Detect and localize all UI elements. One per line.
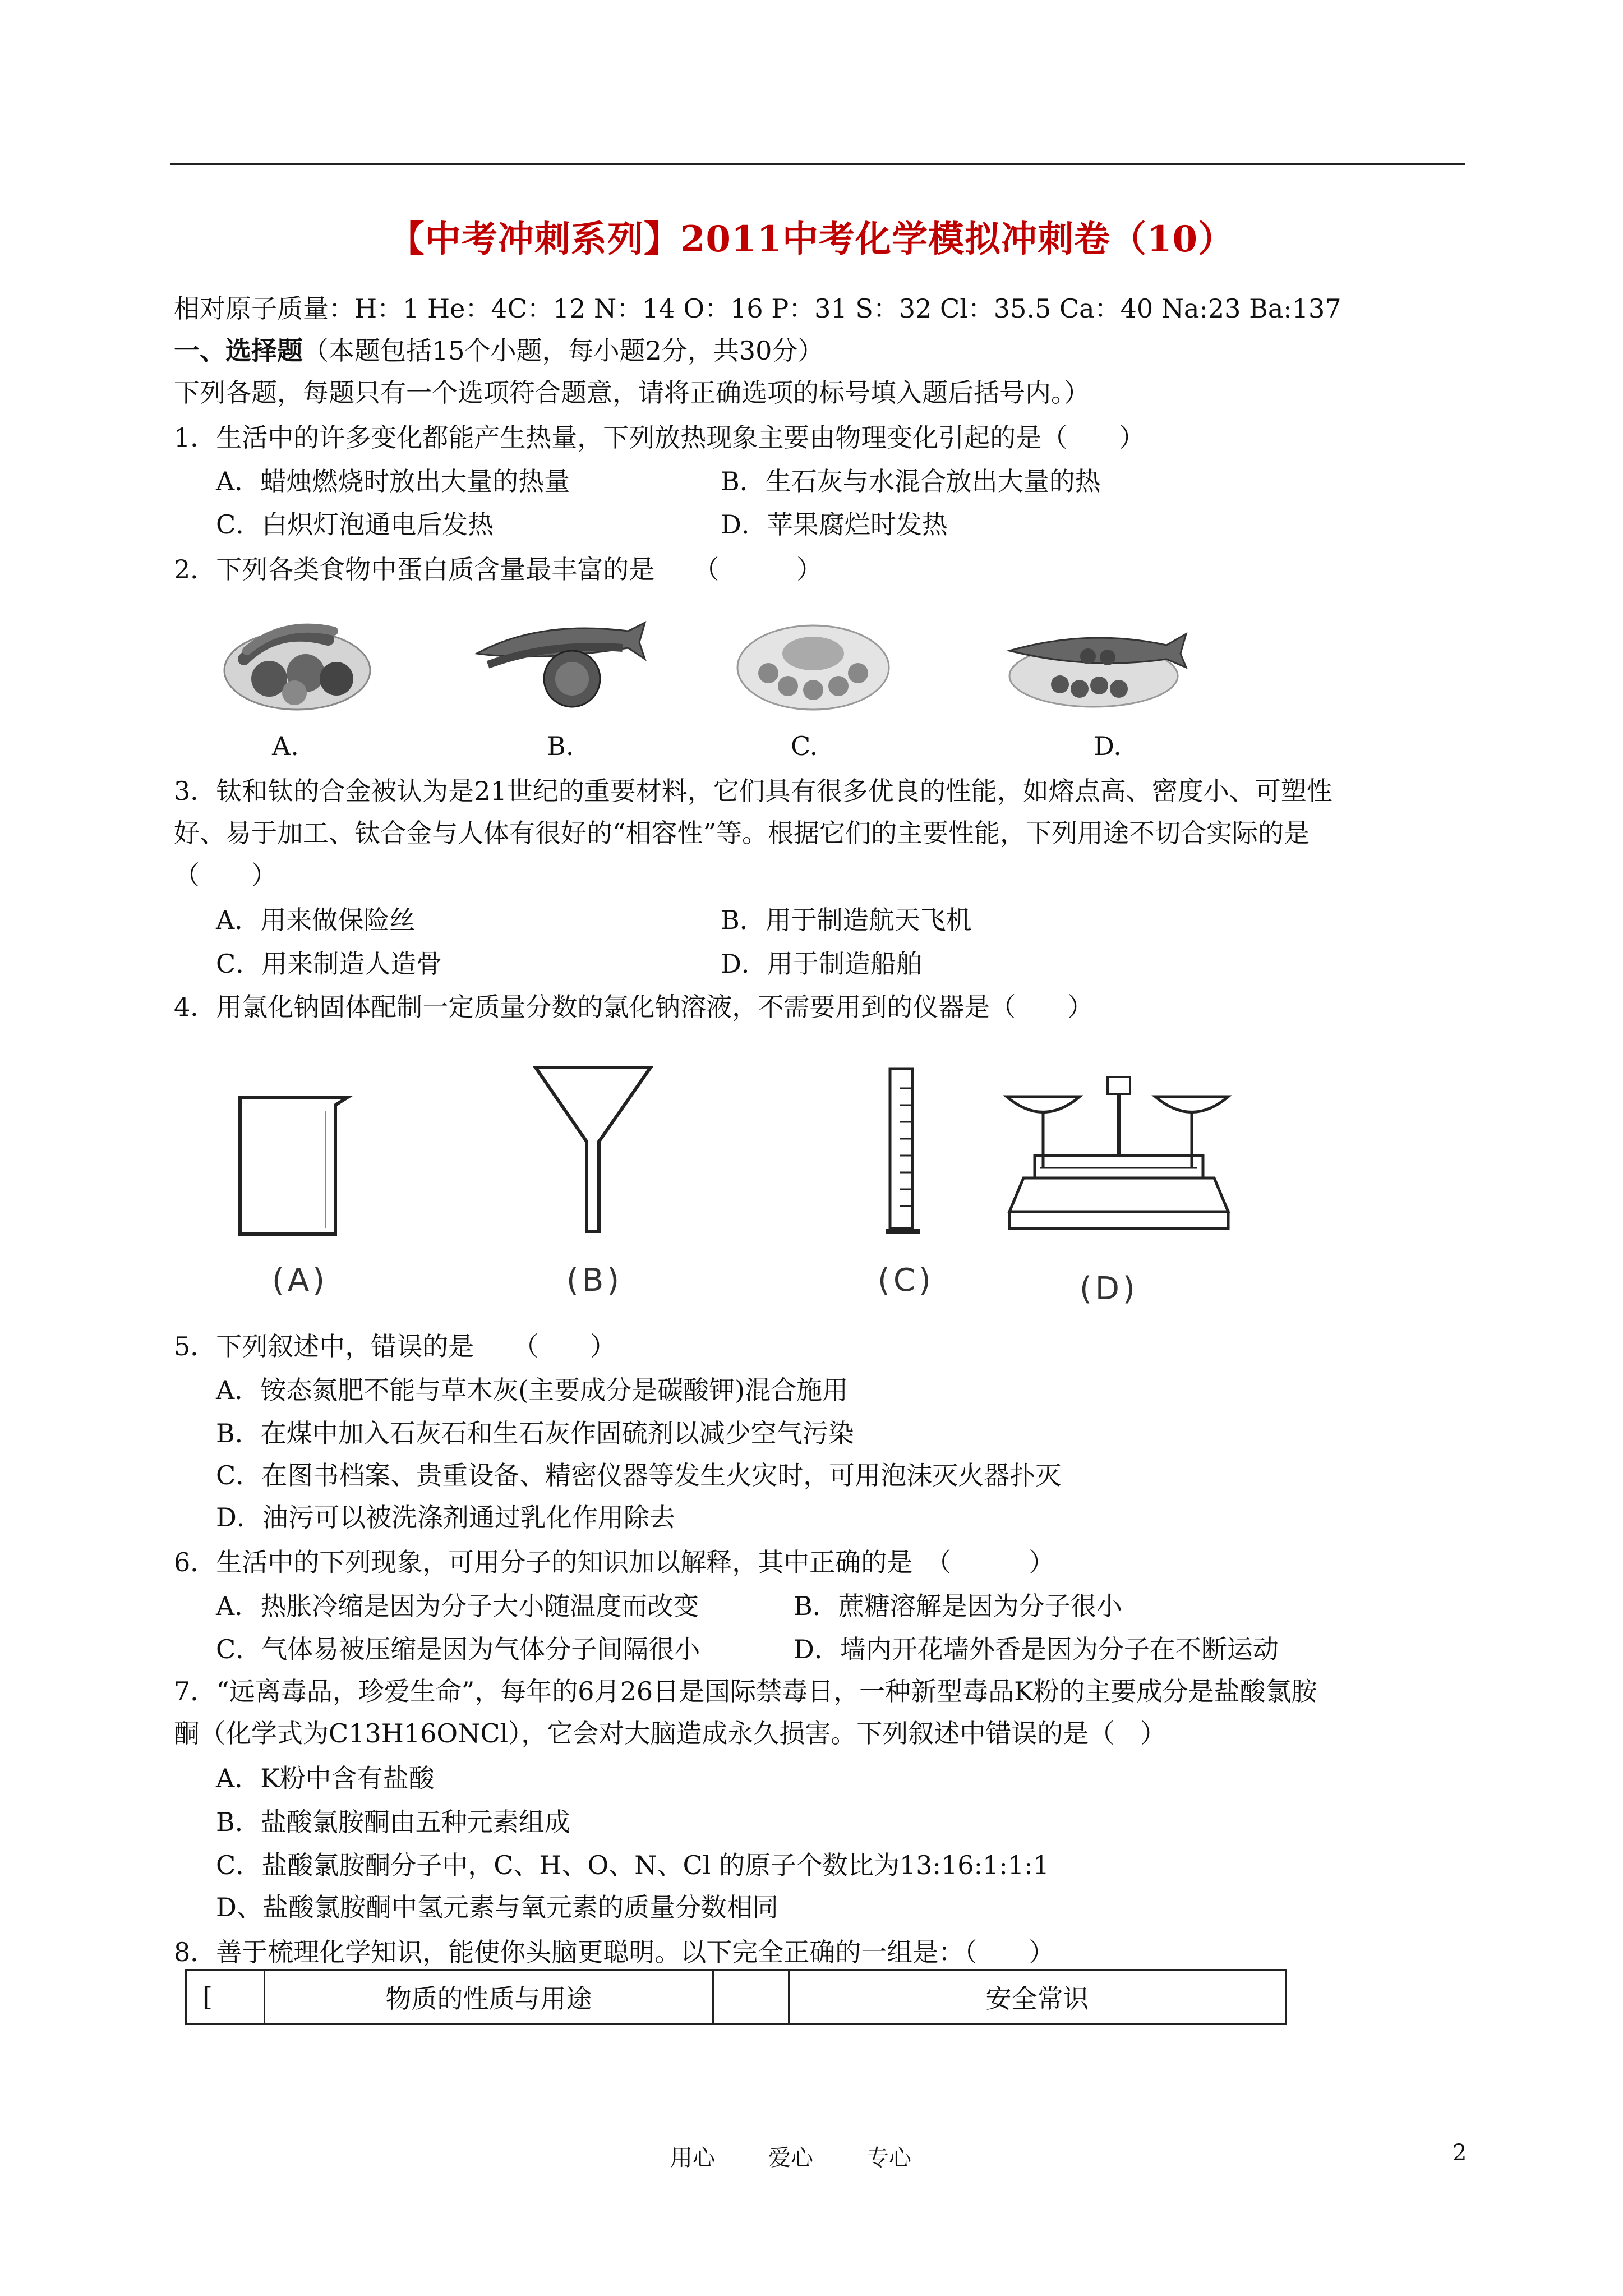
q1-option-d: D．苹果腐烂时发热 xyxy=(721,509,948,540)
q7-stem-line1: 7．“远离毒品，珍爱生命”，每年的6月26日是国际禁毒日，一种新型毒品K粉的主要成分是盐酸氯胺 xyxy=(174,1676,1317,1706)
instruction: 下列各题，每题只有一个选项符合题意，请将正确选项的标号填入题后括号内。） xyxy=(174,378,1090,408)
q2-label-b: B. xyxy=(547,731,574,761)
q5-option-d: D．油污可以被洗涤剂通过乳化作用除去 xyxy=(216,1502,675,1533)
q2-label-c: C. xyxy=(791,731,818,761)
q7-option-a: A．K粉中含有盐酸 xyxy=(216,1763,435,1793)
q1-option-c: C．白炽灯泡通电后发热 xyxy=(216,509,494,540)
table-cell xyxy=(713,1970,789,2024)
graduated-cylinder-image xyxy=(883,1066,928,1240)
q7-option-d: D、盐酸氯胺酮中氢元素与氧元素的质量分数相同 xyxy=(216,1892,778,1922)
q4-label-c: (C) xyxy=(878,1262,934,1299)
table-cell: 物质的性质与用途 xyxy=(265,1970,713,2024)
q6-option-c: C．气体易被压缩是因为气体分子间隔很小 xyxy=(216,1634,700,1664)
q8-table xyxy=(185,1969,1287,2025)
q3-option-b: B．用于制造航天飞机 xyxy=(721,905,972,935)
q8-stem: 8．善于梳理化学知识，能使你头脑更聪明。以下完全正确的一组是：（ ） xyxy=(174,1937,1055,1967)
q5-stem: 5．下列叙述中，错误的是 （ ） xyxy=(174,1331,616,1361)
q3-option-d: D．用于制造船舶 xyxy=(721,949,922,979)
q2-stem: 2．下列各类食物中蛋白质含量最丰富的是 （ ） xyxy=(174,554,823,585)
fruit-plate-image xyxy=(222,609,373,715)
q3-stem-line3: （ ） xyxy=(174,860,277,890)
q1-option-a: A．蜡烛燃烧时放出大量的热量 xyxy=(216,466,570,496)
balance-scale-image xyxy=(1001,1071,1237,1240)
fish-sausage-image xyxy=(471,609,651,710)
q5-option-b: B．在煤中加入石灰石和生石灰作固硫剂以减少空气污染 xyxy=(216,1418,854,1448)
header-rule xyxy=(170,163,1465,165)
table-row xyxy=(186,1970,1286,2024)
q4-label-b: (B) xyxy=(566,1262,623,1299)
footer-motto-2: 爱心 xyxy=(768,2145,813,2171)
section-title: 一、选择题 xyxy=(174,335,303,366)
q7-option-b: B．盐酸氯胺酮由五种元素组成 xyxy=(216,1807,570,1837)
funnel-image xyxy=(533,1063,656,1237)
q4-label-d: (D) xyxy=(1080,1271,1138,1307)
q7-option-c: C．盐酸氯胺酮分子中，C、H、O、N、Cl 的原子个数比为13:16:1:1:1 xyxy=(216,1850,1049,1880)
q2-label-d: D. xyxy=(1094,731,1122,761)
q6-option-b: B．蔗糖溶解是因为分子很小 xyxy=(794,1591,1122,1621)
table-cell: 安全常识 xyxy=(789,1970,1286,2024)
section-note: （本题包括15个小题，每小题2分，共30分） xyxy=(303,335,824,366)
q1-stem: 1．生活中的许多变化都能产生热量，下列放热现象主要由物理变化引起的是（ ） xyxy=(174,422,1145,453)
q3-stem-line1: 3．钛和钛的合金被认为是21世纪的重要材料，它们具有很多优良的性能，如熔点高、密度小、可塑性 xyxy=(174,776,1332,806)
page-title: 【中考冲刺系列】2011中考化学模拟冲刺卷（10） xyxy=(388,218,1235,260)
footer-motto-3: 专心 xyxy=(866,2145,911,2171)
q4-label-a: (A) xyxy=(272,1262,329,1299)
fish-eggs-image xyxy=(998,623,1189,712)
q3-option-a: A．用来做保险丝 xyxy=(216,905,416,935)
section-heading xyxy=(174,334,823,367)
q3-stem-line2: 好、易于加工、钛合金与人体有很好的“相容性”等。根据它们的主要性能，下列用途不切合实际的是 xyxy=(174,818,1310,848)
q5-option-a: A．铵态氮肥不能与草木灰(主要成分是碳酸钾)混合施用 xyxy=(216,1375,849,1405)
q1-option-b: B．生石灰与水混合放出大量的热 xyxy=(721,466,1101,496)
rice-plate-image xyxy=(735,614,892,715)
q7-stem-line2: 酮（化学式为C13H16ONCl），它会对大脑造成永久损害。下列叙述中错误的是（ ） xyxy=(174,1718,1166,1749)
q3-option-c: C．用来制造人造骨 xyxy=(216,949,442,979)
q5-option-c: C．在图书档案、贵重设备、精密仪器等发生火灾时，可用泡沫灭火器扑灭 xyxy=(216,1460,1062,1490)
q6-option-d: D．墙内开花墙外香是因为分子在不断运动 xyxy=(794,1634,1279,1664)
q6-option-a: A．热胀冷缩是因为分子大小随温度而改变 xyxy=(216,1591,699,1621)
footer-motto-1: 用心 xyxy=(670,2145,715,2171)
q2-label-a: A. xyxy=(272,731,299,761)
beaker-image xyxy=(236,1094,359,1240)
q4-stem: 4．用氯化钠固体配制一定质量分数的氯化钠溶液，不需要用到的仪器是（ ） xyxy=(174,992,1094,1022)
page-number: 2 xyxy=(1453,2140,1467,2166)
q6-stem: 6．生活中的下列现象，可用分子的知识加以解释，其中正确的是 （ ） xyxy=(174,1547,1055,1577)
atomic-masses: 相对原子质量：H：1 He：4C：12 N：14 O：16 P：31 S：32 Cl：35.5 Ca：40 Na:23 Ba:137 xyxy=(174,293,1341,324)
table-cell: [ xyxy=(186,1970,265,2024)
